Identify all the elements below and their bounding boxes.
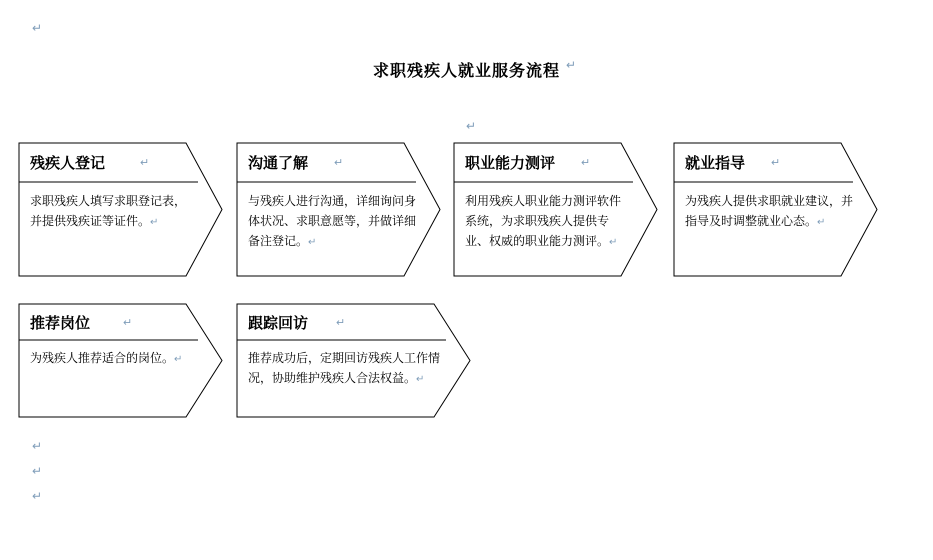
flow-step-1-heading-mark: ↵	[140, 157, 150, 169]
flow-step-5[interactable]	[18, 303, 223, 418]
flow-step-3-heading: 职业能力测评	[465, 154, 556, 172]
flow-step-2-body: 与残疾人进行沟通，详细询问身体状况、求职意愿等，并做详细备注登记。	[248, 194, 417, 248]
flow-step-2-body-mark: ↵	[308, 237, 317, 248]
flow-step-4-body: 为残疾人提供求职就业建议，并指导及时调整就业心态。	[685, 194, 854, 228]
page-title: 求职残疾人就业服务流程	[372, 61, 560, 80]
flow-step-6-body-mark: ↵	[416, 374, 425, 385]
paragraph-mark: ↵	[32, 21, 43, 35]
flow-step-5-body: 为残疾人推荐适合的岗位。	[30, 351, 175, 365]
flow-step-1[interactable]	[18, 142, 223, 277]
flow-step-3[interactable]	[453, 142, 658, 277]
flow-step-2[interactable]	[236, 142, 441, 277]
flow-step-5-body-mark: ↵	[174, 354, 183, 365]
flow-step-6-heading: 跟踪回访	[248, 314, 309, 332]
flow-step-3-body: 利用残疾人职业能力测评软件系统，为求职残疾人提供专业、权威的职业能力测评。	[465, 194, 622, 248]
paragraph-mark: ↵	[32, 464, 43, 478]
paragraph-mark: ↵	[32, 489, 43, 503]
flow-step-1-body: 求职残疾人填写求职登记表，并提供残疾证等证件。	[30, 194, 187, 228]
paragraph-mark: ↵	[466, 119, 477, 133]
flow-step-4-heading-mark: ↵	[771, 157, 781, 169]
flow-step-5-heading-mark: ↵	[123, 317, 133, 329]
flow-step-1-body-mark: ↵	[150, 217, 159, 228]
title-paragraph-mark: ↵	[566, 58, 577, 72]
flow-step-2-heading: 沟通了解	[248, 154, 309, 172]
flow-step-6[interactable]	[236, 303, 471, 418]
flow-step-6-body: 推荐成功后，定期回访残疾人工作情况，协助维护残疾人合法权益。	[248, 351, 441, 385]
flow-step-4[interactable]	[673, 142, 878, 277]
flow-step-6-heading-mark: ↵	[336, 317, 346, 329]
flow-step-2-heading-mark: ↵	[334, 157, 344, 169]
flow-step-4-heading: 就业指导	[685, 154, 746, 172]
flow-step-1-heading: 残疾人登记	[30, 154, 106, 172]
flow-step-3-heading-mark: ↵	[581, 157, 591, 169]
paragraph-mark: ↵	[32, 439, 43, 453]
flow-step-3-body-mark: ↵	[609, 237, 618, 248]
flow-step-4-body-mark: ↵	[817, 217, 826, 228]
flow-step-5-heading: 推荐岗位	[30, 314, 91, 332]
